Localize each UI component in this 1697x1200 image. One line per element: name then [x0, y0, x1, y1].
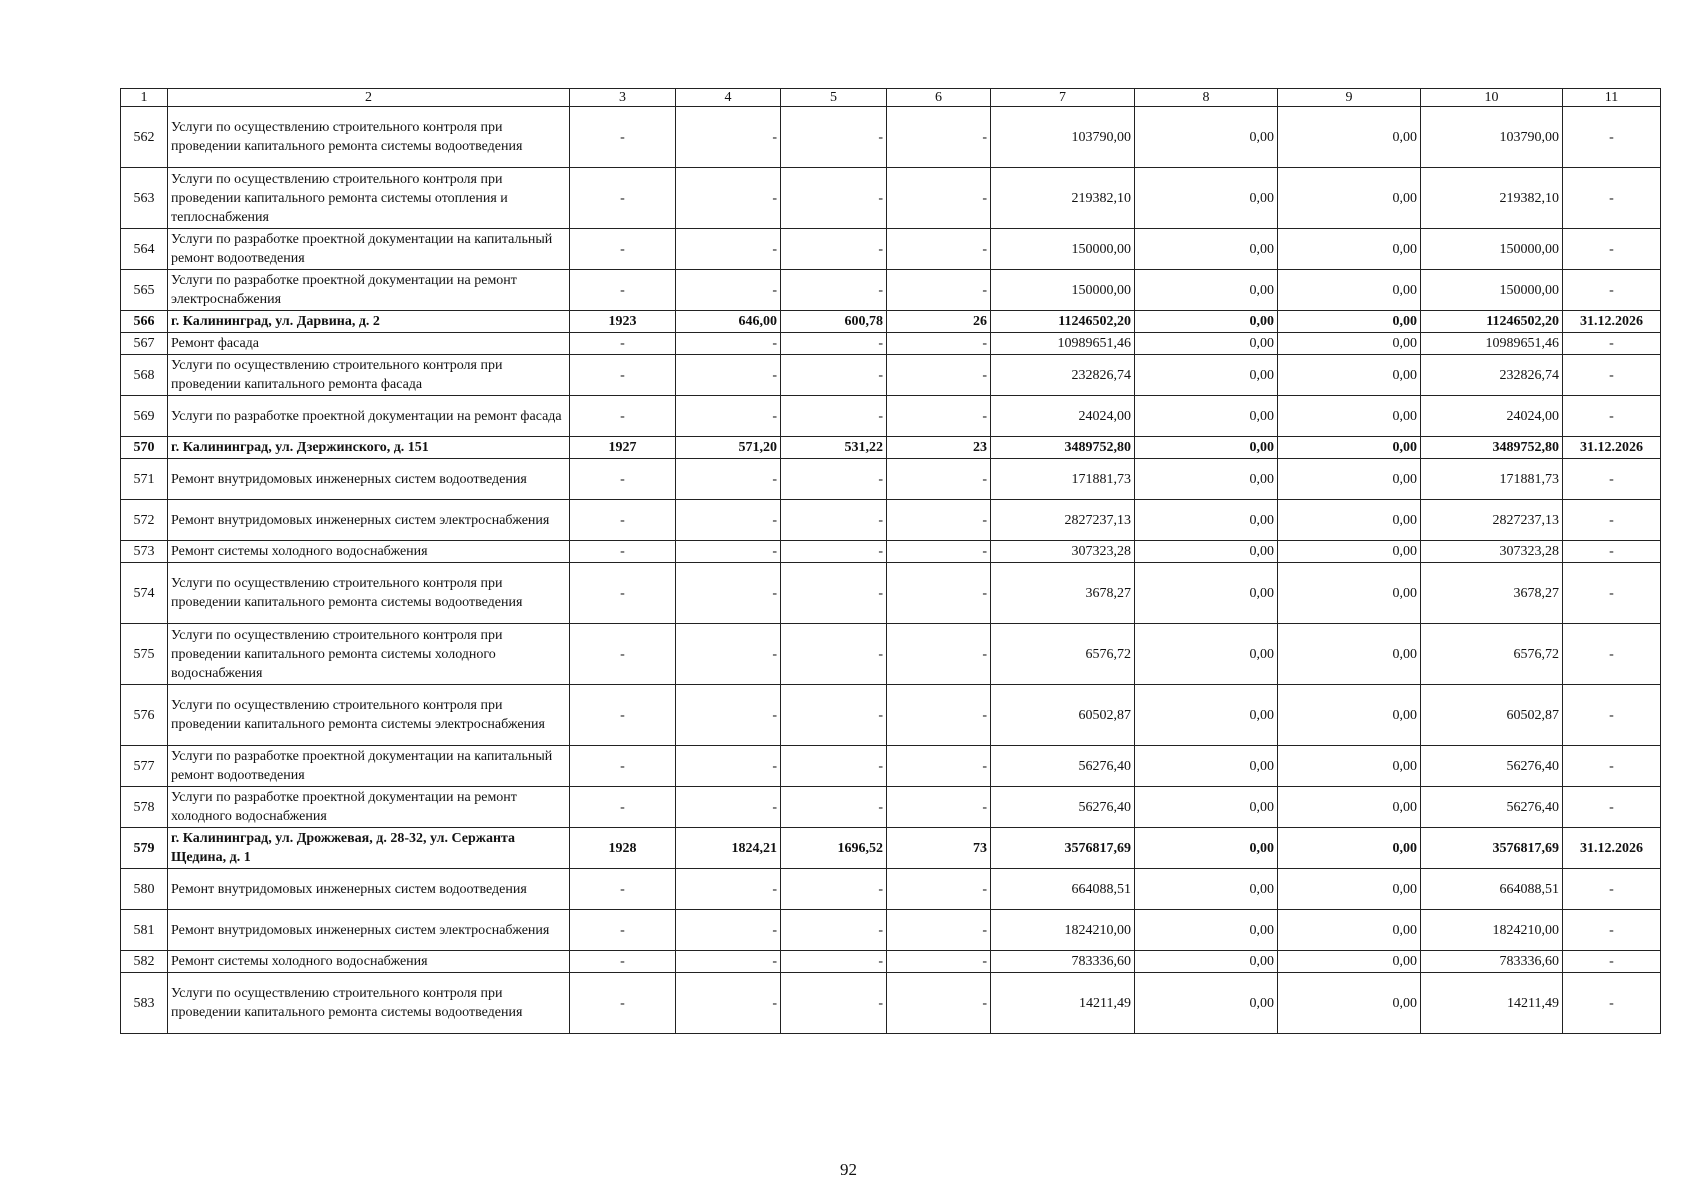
year-cell: -	[570, 396, 676, 437]
total-area-cell: 646,00	[676, 311, 781, 333]
owners-cost-cell: 307323,28	[1421, 541, 1563, 563]
row-number-cell: 569	[121, 396, 168, 437]
owners-cost-cell: 2827237,13	[1421, 500, 1563, 541]
work-name-cell: Ремонт внутридомовых инженерных систем водоотведения	[168, 459, 570, 500]
column-header: 10	[1421, 89, 1563, 107]
total-cost-cell: 60502,87	[991, 685, 1135, 746]
residents-cell: -	[887, 459, 991, 500]
fund-cost-cell: 0,00	[1135, 500, 1278, 541]
total-cost-cell: 150000,00	[991, 229, 1135, 270]
budget-cost-cell: 0,00	[1278, 563, 1421, 624]
fund-cost-cell: 0,00	[1135, 107, 1278, 168]
total-cost-cell: 56276,40	[991, 787, 1135, 828]
total-cost-cell: 3489752,80	[991, 437, 1135, 459]
work-name-cell: Ремонт системы холодного водоснабжения	[168, 541, 570, 563]
row-number-cell: 577	[121, 746, 168, 787]
row-number-cell: 567	[121, 333, 168, 355]
deadline-cell: -	[1563, 168, 1661, 229]
row-number-cell: 580	[121, 869, 168, 910]
table-row	[121, 396, 1661, 437]
table-row	[121, 168, 1661, 229]
budget-cost-cell: 0,00	[1278, 270, 1421, 311]
budget-cost-cell: 0,00	[1278, 459, 1421, 500]
budget-cost-cell: 0,00	[1278, 396, 1421, 437]
fund-cost-cell: 0,00	[1135, 311, 1278, 333]
residential-area-cell: -	[781, 910, 887, 951]
row-number-cell: 573	[121, 541, 168, 563]
owners-cost-cell: 3678,27	[1421, 563, 1563, 624]
work-name-cell: Услуги по осуществлению строительного контроля при проведении капитального ремонта системы водоотведения	[168, 563, 570, 624]
year-cell: -	[570, 869, 676, 910]
work-name-cell: Услуги по осуществлению строительного контроля при проведении капитального ремонта фасада	[168, 355, 570, 396]
residents-cell: 23	[887, 437, 991, 459]
fund-cost-cell: 0,00	[1135, 910, 1278, 951]
column-number-row	[121, 89, 1661, 107]
year-cell: -	[570, 541, 676, 563]
year-cell: -	[570, 500, 676, 541]
row-number-cell: 565	[121, 270, 168, 311]
owners-cost-cell: 150000,00	[1421, 229, 1563, 270]
budget-cost-cell: 0,00	[1278, 869, 1421, 910]
total-area-cell: -	[676, 746, 781, 787]
table-row	[121, 541, 1661, 563]
work-name-cell: Услуги по осуществлению строительного контроля при проведении капитального ремонта системы водоотведения	[168, 973, 570, 1034]
table-row	[121, 869, 1661, 910]
total-cost-cell: 14211,49	[991, 973, 1135, 1034]
year-cell: -	[570, 107, 676, 168]
residential-area-cell: -	[781, 168, 887, 229]
budget-cost-cell: 0,00	[1278, 355, 1421, 396]
row-number-cell: 582	[121, 951, 168, 973]
fund-cost-cell: 0,00	[1135, 437, 1278, 459]
table-row	[121, 973, 1661, 1034]
residential-area-cell: 1696,52	[781, 828, 887, 869]
row-number-cell: 576	[121, 685, 168, 746]
owners-cost-cell: 56276,40	[1421, 787, 1563, 828]
owners-cost-cell: 1824210,00	[1421, 910, 1563, 951]
table-row	[121, 951, 1661, 973]
total-area-cell: -	[676, 355, 781, 396]
total-cost-cell: 24024,00	[991, 396, 1135, 437]
total-area-cell: -	[676, 563, 781, 624]
deadline-cell: -	[1563, 355, 1661, 396]
budget-cost-cell: 0,00	[1278, 311, 1421, 333]
budget-cost-cell: 0,00	[1278, 500, 1421, 541]
table-row	[121, 563, 1661, 624]
total-area-cell: -	[676, 685, 781, 746]
table-row	[121, 828, 1661, 869]
total-cost-cell: 232826,74	[991, 355, 1135, 396]
row-number-cell: 578	[121, 787, 168, 828]
total-area-cell: -	[676, 333, 781, 355]
total-cost-cell: 150000,00	[991, 270, 1135, 311]
work-name-cell: Услуги по разработке проектной документации на капитальный ремонт водоотведения	[168, 229, 570, 270]
table-row	[121, 229, 1661, 270]
column-header: 3	[570, 89, 676, 107]
work-name-cell: Услуги по разработке проектной документации на ремонт электроснабжения	[168, 270, 570, 311]
owners-cost-cell: 664088,51	[1421, 869, 1563, 910]
fund-cost-cell: 0,00	[1135, 355, 1278, 396]
residents-cell: -	[887, 746, 991, 787]
year-cell: -	[570, 168, 676, 229]
row-number-cell: 571	[121, 459, 168, 500]
deadline-cell: -	[1563, 624, 1661, 685]
residential-area-cell: -	[781, 624, 887, 685]
total-area-cell: 571,20	[676, 437, 781, 459]
residents-cell: -	[887, 685, 991, 746]
year-cell: -	[570, 685, 676, 746]
owners-cost-cell: 6576,72	[1421, 624, 1563, 685]
owners-cost-cell: 10989651,46	[1421, 333, 1563, 355]
work-name-cell: Услуги по разработке проектной документации на капитальный ремонт водоотведения	[168, 746, 570, 787]
deadline-cell: -	[1563, 333, 1661, 355]
total-area-cell: -	[676, 910, 781, 951]
work-name-cell: Ремонт внутридомовых инженерных систем водоотведения	[168, 869, 570, 910]
owners-cost-cell: 103790,00	[1421, 107, 1563, 168]
deadline-cell: -	[1563, 541, 1661, 563]
residential-area-cell: -	[781, 229, 887, 270]
table-row	[121, 787, 1661, 828]
owners-cost-cell: 3576817,69	[1421, 828, 1563, 869]
total-area-cell: -	[676, 168, 781, 229]
residential-area-cell: -	[781, 973, 887, 1034]
table-row	[121, 910, 1661, 951]
residents-cell: -	[887, 229, 991, 270]
fund-cost-cell: 0,00	[1135, 459, 1278, 500]
residents-cell: -	[887, 951, 991, 973]
total-cost-cell: 219382,10	[991, 168, 1135, 229]
residents-cell: -	[887, 355, 991, 396]
work-name-cell: Услуги по разработке проектной документации на ремонт холодного водоснабжения	[168, 787, 570, 828]
residents-cell: -	[887, 563, 991, 624]
column-header: 11	[1563, 89, 1661, 107]
total-cost-cell: 6576,72	[991, 624, 1135, 685]
total-area-cell: -	[676, 787, 781, 828]
residential-area-cell: -	[781, 951, 887, 973]
total-area-cell: -	[676, 500, 781, 541]
total-cost-cell: 3576817,69	[991, 828, 1135, 869]
table-row	[121, 685, 1661, 746]
fund-cost-cell: 0,00	[1135, 624, 1278, 685]
residential-area-cell: -	[781, 355, 887, 396]
residential-area-cell: -	[781, 746, 887, 787]
row-number-cell: 579	[121, 828, 168, 869]
year-cell: 1923	[570, 311, 676, 333]
residential-area-cell: -	[781, 500, 887, 541]
budget-cost-cell: 0,00	[1278, 541, 1421, 563]
fund-cost-cell: 0,00	[1135, 270, 1278, 311]
fund-cost-cell: 0,00	[1135, 229, 1278, 270]
owners-cost-cell: 60502,87	[1421, 685, 1563, 746]
row-number-cell: 583	[121, 973, 168, 1034]
owners-cost-cell: 232826,74	[1421, 355, 1563, 396]
total-cost-cell: 1824210,00	[991, 910, 1135, 951]
deadline-cell: -	[1563, 396, 1661, 437]
total-cost-cell: 10989651,46	[991, 333, 1135, 355]
fund-cost-cell: 0,00	[1135, 333, 1278, 355]
fund-cost-cell: 0,00	[1135, 168, 1278, 229]
residential-area-cell: -	[781, 563, 887, 624]
year-cell: -	[570, 787, 676, 828]
owners-cost-cell: 783336,60	[1421, 951, 1563, 973]
residential-area-cell: -	[781, 685, 887, 746]
residents-cell: -	[887, 787, 991, 828]
total-area-cell: -	[676, 973, 781, 1034]
column-header: 6	[887, 89, 991, 107]
work-name-cell: г. Калининград, ул. Дарвина, д. 2	[168, 311, 570, 333]
total-area-cell: -	[676, 541, 781, 563]
budget-cost-cell: 0,00	[1278, 828, 1421, 869]
fund-cost-cell: 0,00	[1135, 828, 1278, 869]
residential-area-cell: -	[781, 396, 887, 437]
deadline-cell: -	[1563, 685, 1661, 746]
row-number-cell: 568	[121, 355, 168, 396]
year-cell: -	[570, 746, 676, 787]
fund-cost-cell: 0,00	[1135, 541, 1278, 563]
column-header: 5	[781, 89, 887, 107]
total-cost-cell: 664088,51	[991, 869, 1135, 910]
owners-cost-cell: 14211,49	[1421, 973, 1563, 1034]
table-row	[121, 437, 1661, 459]
deadline-cell: -	[1563, 563, 1661, 624]
column-header: 4	[676, 89, 781, 107]
residential-area-cell: -	[781, 787, 887, 828]
total-area-cell: -	[676, 396, 781, 437]
budget-cost-cell: 0,00	[1278, 973, 1421, 1034]
year-cell: -	[570, 333, 676, 355]
fund-cost-cell: 0,00	[1135, 951, 1278, 973]
total-cost-cell: 103790,00	[991, 107, 1135, 168]
table-row	[121, 270, 1661, 311]
deadline-cell: 31.12.2026	[1563, 828, 1661, 869]
residents-cell: 73	[887, 828, 991, 869]
table-row	[121, 500, 1661, 541]
table-row	[121, 311, 1661, 333]
total-cost-cell: 56276,40	[991, 746, 1135, 787]
total-cost-cell: 3678,27	[991, 563, 1135, 624]
column-header: 9	[1278, 89, 1421, 107]
residents-cell: -	[887, 107, 991, 168]
row-number-cell: 570	[121, 437, 168, 459]
total-cost-cell: 2827237,13	[991, 500, 1135, 541]
year-cell: -	[570, 355, 676, 396]
budget-cost-cell: 0,00	[1278, 624, 1421, 685]
residents-cell: -	[887, 168, 991, 229]
year-cell: -	[570, 973, 676, 1034]
owners-cost-cell: 171881,73	[1421, 459, 1563, 500]
work-name-cell: Ремонт внутридомовых инженерных систем электроснабжения	[168, 500, 570, 541]
total-area-cell: -	[676, 107, 781, 168]
work-name-cell: г. Калининград, ул. Дзержинского, д. 151	[168, 437, 570, 459]
row-number-cell: 566	[121, 311, 168, 333]
page-number: 92	[840, 1160, 857, 1179]
row-number-cell: 581	[121, 910, 168, 951]
total-cost-cell: 783336,60	[991, 951, 1135, 973]
row-number-cell: 575	[121, 624, 168, 685]
budget-cost-cell: 0,00	[1278, 951, 1421, 973]
residential-area-cell: 531,22	[781, 437, 887, 459]
year-cell: -	[570, 459, 676, 500]
fund-cost-cell: 0,00	[1135, 787, 1278, 828]
budget-cost-cell: 0,00	[1278, 107, 1421, 168]
year-cell: -	[570, 270, 676, 311]
fund-cost-cell: 0,00	[1135, 869, 1278, 910]
work-name-cell: Услуги по осуществлению строительного контроля при проведении капитального ремонта системы электроснабжения	[168, 685, 570, 746]
budget-cost-cell: 0,00	[1278, 168, 1421, 229]
table-body	[121, 89, 1661, 1034]
work-name-cell: Услуги по разработке проектной документации на ремонт фасада	[168, 396, 570, 437]
residential-area-cell: -	[781, 107, 887, 168]
budget-cost-cell: 0,00	[1278, 229, 1421, 270]
deadline-cell: -	[1563, 746, 1661, 787]
work-name-cell: г. Калининград, ул. Дрожжевая, д. 28-32, ул. Сержанта Щедина, д. 1	[168, 828, 570, 869]
residents-cell: -	[887, 270, 991, 311]
deadline-cell: -	[1563, 107, 1661, 168]
residents-cell: -	[887, 973, 991, 1034]
row-number-cell: 562	[121, 107, 168, 168]
owners-cost-cell: 3489752,80	[1421, 437, 1563, 459]
residents-cell: -	[887, 624, 991, 685]
residential-area-cell: -	[781, 459, 887, 500]
total-area-cell: -	[676, 229, 781, 270]
total-area-cell: 1824,21	[676, 828, 781, 869]
residents-cell: -	[887, 500, 991, 541]
row-number-cell: 563	[121, 168, 168, 229]
residential-area-cell: 600,78	[781, 311, 887, 333]
residents-cell: -	[887, 396, 991, 437]
deadline-cell: -	[1563, 869, 1661, 910]
deadline-cell: -	[1563, 910, 1661, 951]
residential-area-cell: -	[781, 541, 887, 563]
year-cell: -	[570, 229, 676, 270]
total-area-cell: -	[676, 951, 781, 973]
fund-cost-cell: 0,00	[1135, 746, 1278, 787]
year-cell: -	[570, 624, 676, 685]
deadline-cell: -	[1563, 787, 1661, 828]
fund-cost-cell: 0,00	[1135, 973, 1278, 1034]
table-row	[121, 746, 1661, 787]
table-row	[121, 107, 1661, 168]
table-row	[121, 333, 1661, 355]
total-cost-cell: 307323,28	[991, 541, 1135, 563]
program-table	[120, 88, 1661, 1034]
total-cost-cell: 11246502,20	[991, 311, 1135, 333]
column-header: 1	[121, 89, 168, 107]
work-name-cell: Ремонт системы холодного водоснабжения	[168, 951, 570, 973]
column-header: 2	[168, 89, 570, 107]
budget-cost-cell: 0,00	[1278, 437, 1421, 459]
budget-cost-cell: 0,00	[1278, 685, 1421, 746]
deadline-cell: -	[1563, 459, 1661, 500]
row-number-cell: 564	[121, 229, 168, 270]
table-row	[121, 624, 1661, 685]
residents-cell: -	[887, 910, 991, 951]
row-number-cell: 572	[121, 500, 168, 541]
work-name-cell: Услуги по осуществлению строительного контроля при проведении капитального ремонта системы холодного водоснабжения	[168, 624, 570, 685]
table-row	[121, 459, 1661, 500]
fund-cost-cell: 0,00	[1135, 563, 1278, 624]
year-cell: 1927	[570, 437, 676, 459]
residents-cell: -	[887, 869, 991, 910]
year-cell: -	[570, 910, 676, 951]
owners-cost-cell: 150000,00	[1421, 270, 1563, 311]
residents-cell: -	[887, 541, 991, 563]
owners-cost-cell: 56276,40	[1421, 746, 1563, 787]
column-header: 8	[1135, 89, 1278, 107]
fund-cost-cell: 0,00	[1135, 685, 1278, 746]
owners-cost-cell: 219382,10	[1421, 168, 1563, 229]
total-area-cell: -	[676, 869, 781, 910]
table-row	[121, 355, 1661, 396]
deadline-cell: 31.12.2026	[1563, 437, 1661, 459]
budget-cost-cell: 0,00	[1278, 787, 1421, 828]
deadline-cell: -	[1563, 500, 1661, 541]
total-cost-cell: 171881,73	[991, 459, 1135, 500]
budget-cost-cell: 0,00	[1278, 333, 1421, 355]
total-area-cell: -	[676, 459, 781, 500]
row-number-cell: 574	[121, 563, 168, 624]
deadline-cell: -	[1563, 951, 1661, 973]
work-name-cell: Ремонт внутридомовых инженерных систем электроснабжения	[168, 910, 570, 951]
work-name-cell: Ремонт фасада	[168, 333, 570, 355]
total-area-cell: -	[676, 624, 781, 685]
fund-cost-cell: 0,00	[1135, 396, 1278, 437]
column-header: 7	[991, 89, 1135, 107]
residential-area-cell: -	[781, 333, 887, 355]
budget-cost-cell: 0,00	[1278, 910, 1421, 951]
deadline-cell: 31.12.2026	[1563, 311, 1661, 333]
year-cell: -	[570, 951, 676, 973]
deadline-cell: -	[1563, 270, 1661, 311]
residents-cell: -	[887, 333, 991, 355]
year-cell: -	[570, 563, 676, 624]
residents-cell: 26	[887, 311, 991, 333]
owners-cost-cell: 11246502,20	[1421, 311, 1563, 333]
deadline-cell: -	[1563, 229, 1661, 270]
owners-cost-cell: 24024,00	[1421, 396, 1563, 437]
total-area-cell: -	[676, 270, 781, 311]
work-name-cell: Услуги по осуществлению строительного контроля при проведении капитального ремонта системы водоотведения	[168, 107, 570, 168]
budget-cost-cell: 0,00	[1278, 746, 1421, 787]
year-cell: 1928	[570, 828, 676, 869]
residential-area-cell: -	[781, 270, 887, 311]
residential-area-cell: -	[781, 869, 887, 910]
deadline-cell: -	[1563, 973, 1661, 1034]
work-name-cell: Услуги по осуществлению строительного контроля при проведении капитального ремонта системы отопления и теплоснабжения	[168, 168, 570, 229]
